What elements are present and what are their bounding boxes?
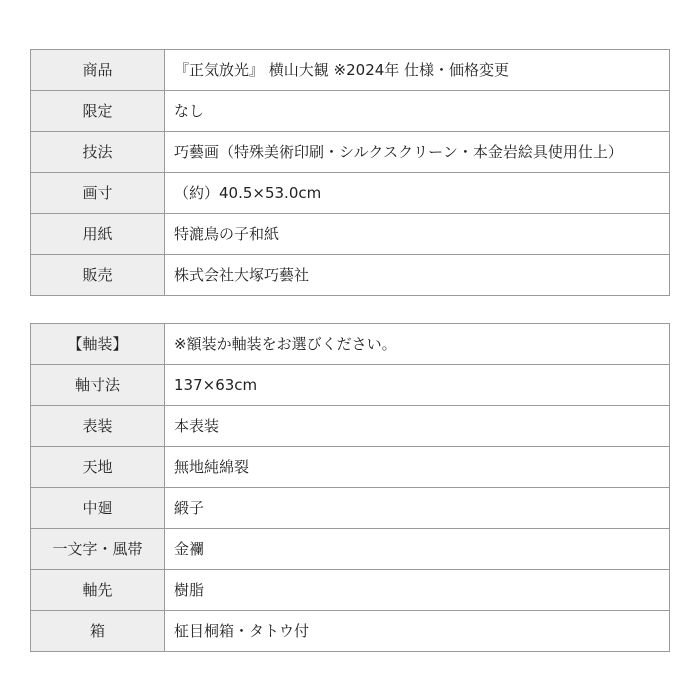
spec-label: 販売 xyxy=(31,255,165,296)
spec-label: 表装 xyxy=(31,406,165,447)
table-row xyxy=(31,324,670,365)
spec-value: 金襴 xyxy=(165,529,670,570)
spec-label: 商品 xyxy=(31,50,165,91)
spec-label: 軸寸法 xyxy=(31,365,165,406)
spec-label: 技法 xyxy=(31,132,165,173)
spec-label: 用紙 xyxy=(31,214,165,255)
table-row xyxy=(31,214,670,255)
spec-value: 巧藝画（特殊美術印刷・シルクスクリーン・本金岩絵具使用仕上） xyxy=(165,132,670,173)
table-row xyxy=(31,570,670,611)
spec-value: 柾目桐箱・タトウ付 xyxy=(165,611,670,652)
spec-label: 画寸 xyxy=(31,173,165,214)
spec-value: 本表装 xyxy=(165,406,670,447)
spec-value: 緞子 xyxy=(165,488,670,529)
product-spec-table xyxy=(30,49,670,296)
spec-label: 軸先 xyxy=(31,570,165,611)
mounting-spec-table xyxy=(30,323,670,652)
table-row xyxy=(31,529,670,570)
table-row xyxy=(31,173,670,214)
table-row xyxy=(31,611,670,652)
table-row xyxy=(31,488,670,529)
spec-value: 137×63cm xyxy=(165,365,670,406)
spec-value: ※額装か軸装をお選びください。 xyxy=(165,324,670,365)
spec-label: 中廻 xyxy=(31,488,165,529)
table-row xyxy=(31,365,670,406)
table-row xyxy=(31,447,670,488)
table-row xyxy=(31,50,670,91)
spec-label: 限定 xyxy=(31,91,165,132)
spec-value: 『正気放光』 横山大観 ※2024年 仕様・価格変更 xyxy=(165,50,670,91)
spec-value: なし xyxy=(165,91,670,132)
spec-label: 箱 xyxy=(31,611,165,652)
table-row xyxy=(31,132,670,173)
spec-label: 一文字・風帯 xyxy=(31,529,165,570)
spec-value: 無地純綿裂 xyxy=(165,447,670,488)
spec-value: 特漉鳥の子和紙 xyxy=(165,214,670,255)
table-row xyxy=(31,91,670,132)
spec-value: 樹脂 xyxy=(165,570,670,611)
spec-label: 【軸装】 xyxy=(31,324,165,365)
table-row xyxy=(31,406,670,447)
table-row xyxy=(31,255,670,296)
spec-value: 株式会社大塚巧藝社 xyxy=(165,255,670,296)
spec-value: （約）40.5×53.0cm xyxy=(165,173,670,214)
spec-label: 天地 xyxy=(31,447,165,488)
